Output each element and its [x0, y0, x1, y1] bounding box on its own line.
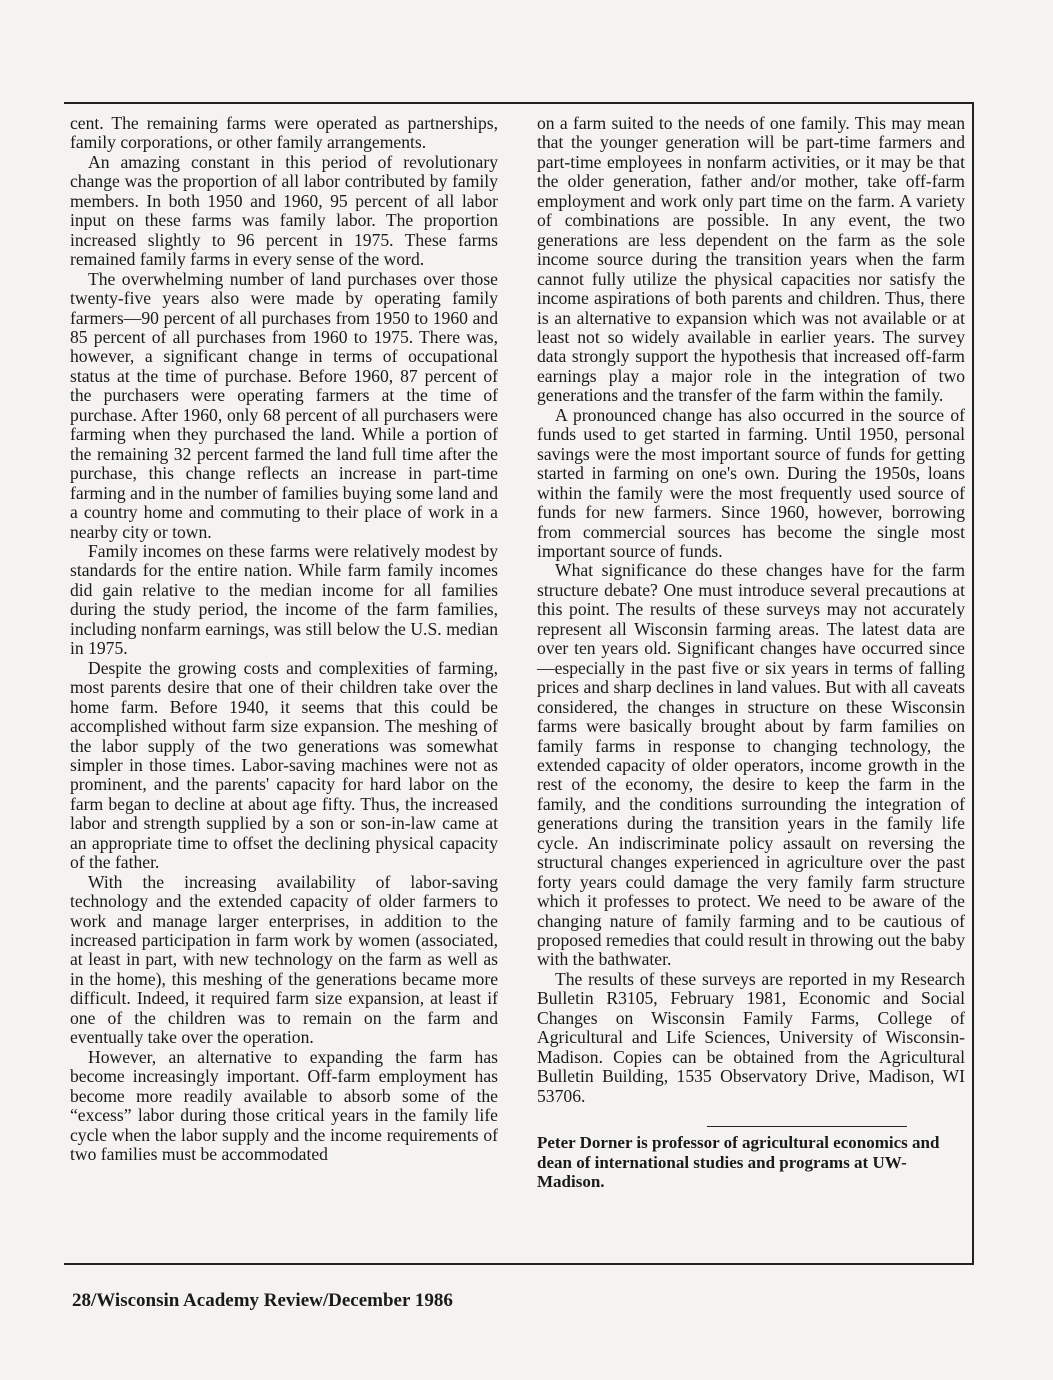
paragraph: Family incomes on these farms were relatively modest by standards for the entire nation. While farm family incomes did gain relative to the median income for all families during the study period, the income of the farm families, including nonfarm earnings, was still below the U.S. median in 1975. [70, 540, 498, 659]
author-bio: Peter Dorner is professor of agricultural economics and dean of international studies and programs at UW-Madison. [537, 1133, 940, 1192]
paragraph: However, an alternative to expanding the farm has become increasingly important. Off-farm employment has become more readily available to absorb some of the “excess” labor during those critical years in the family life cycle when the labor supply and the income requirements of two families must be accommodated [70, 1046, 498, 1165]
left-column [70, 114, 498, 1164]
paragraph: Despite the growing costs and complexities of farming, most parents desire that one of their children take over the home farm. Before 1940, it seems that this could be accomplished without farm size expansion. The meshing of the labor supply of the two generations was somewhat simpler in those times. Labor-saving machines were not as prominent, and the parents' capacity for hard labor on the farm began to decline at about age fifty. Thus, the increased labor and strength supplied by a son or son-in-law came at an appropriate time to offset the declining physical capacity of the father. [70, 657, 498, 873]
paragraph: A pronounced change has also occurred in the source of funds used to get started in farming. Until 1950, personal savings were the most important source of funds for getting started in farming on one's own. During the 1950s, loans within the family were the most frequently used source of funds for new farmers. Since 1960, however, borrowing from commercial sources has become the single most important source of funds. [537, 404, 965, 561]
paragraph: The results of these surveys are reported in my Research Bulletin R3105, February 1981, Economic and Social Changes on Wisconsin Family Farms, College of Agricultural and Life Sciences, University of Wisconsin-Madison. Copies can be obtained from the Agricultural Bulletin Building, 1535 Observatory Drive, Madison, WI 53706. [537, 968, 965, 1106]
paragraph: The overwhelming number of land purchases over those twenty-five years also were made by operating family farmers—90 percent of all purchases from 1950 to 1960 and 85 percent of all purchases from 1960 to 1975. There was, however, a significant change in terms of occupational status at the time of purchase. Before 1960, 87 percent of the purchasers were operating farmers at the time of purchase. After 1960, only 68 percent of all purchasers were farming when they purchased the land. While a portion of the remaining 32 percent farmed the land full time after the purchase, this change reflects an increase in part-time farming and in the number of families buying some land and a country home and commuting to their place of work in a nearby city or town. [70, 268, 498, 542]
paragraph: cent. The remaining farms were operated as partnerships, family corporations, or other family arrangements. [70, 113, 498, 153]
right-column [537, 114, 965, 1192]
paragraph: With the increasing availability of labor-saving technology and the extended capacity of older farmers to work and manage larger enterprises, in addition to the increased participation in farm work by women (associated, at least in part, with new technology on the farm as well as in the home), this meshing of the generations became more difficult. Indeed, it required farm size expansion, at least if one of the children was to remain on the farm and eventually take over the operation. [70, 871, 498, 1048]
bio-divider [707, 1126, 907, 1127]
paragraph: An amazing constant in this period of revolutionary change was the proportion of all labor contributed by family members. In both 1950 and 1960, 95 percent of all labor input on these farms was family labor. The proportion increased slightly to 96 percent in 1975. These farms remained family farms in every sense of the word. [70, 151, 498, 270]
page-footer: 28/Wisconsin Academy Review/December 1986 [72, 1290, 453, 1311]
paragraph: on a farm suited to the needs of one family. This may mean that the younger generation will be part-time farmers and part-time employees in nonfarm activities, or it may be that the older generation, father and/or mother, take off-farm employment and work only part time on the farm. A variety of combinations are possible. In any event, the two generations are less dependent on the farm as the sole income source during the transition years when the farm cannot fully utilize the physical capacities nor satisfy the income aspirations of both parents and children. Thus, there is an alternative to expansion which was not available or at least not so widely available in earlier years. The survey data strongly support the hypothesis that increased off-farm earnings play a major role in the integration of two generations and the transfer of the farm within the family. [537, 113, 965, 406]
paragraph: What significance do these changes have for the farm structure debate? One must introduce several precautions at this point. The results of these surveys may not accurately represent all Wisconsin farming areas. The latest data are over ten years old. Significant changes have occurred since—especially in the past five or six years in terms of falling prices and sharp declines in land values. But with all caveats considered, the changes in structure on these Wisconsin farms were basically brought about by farm families on family farms in response to changing technology, the extended capacity of older operators, income growth in the rest of the economy, the desire to keep the farm in the family, and the conditions surrounding the integration of generations during the transition years in the family life cycle. An indiscriminate policy assault on reversing the structural changes experienced in agriculture over the past forty years could damage the very family farm structure which it professes to protect. We need to be aware of the changing nature of family farming and to be cautious of proposed remedies that could result in throwing out the baby with the bathwater. [537, 560, 965, 970]
